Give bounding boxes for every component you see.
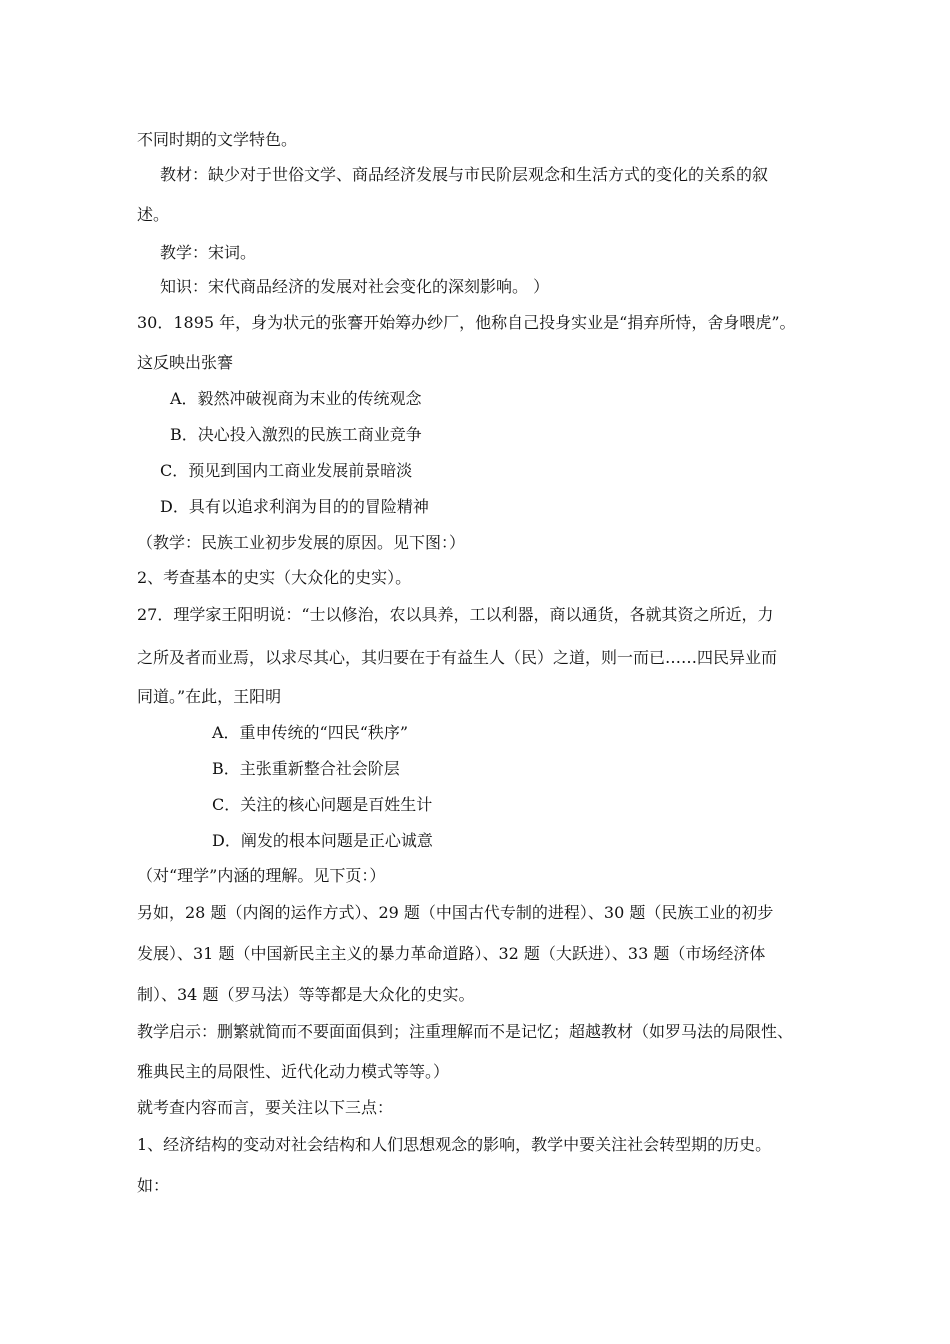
text-line: 2、考查基本的史实（大众化的史实）。 — [137, 568, 412, 587]
text-line: （教学：民族工业初步发展的原因。见下图：） — [137, 533, 466, 552]
question-27-stem: 27．理学家王阳明说：“士以修治，农以具养，工以利器，商以通货，各就其资之所近，力 — [137, 605, 774, 624]
question-30-option-d: D．具有以追求利润为目的的冒险精神 — [160, 497, 429, 516]
text-line: 发展）、31 题（中国新民主主义的暴力革命道路）、32 题（大跃进）、33 题（市场经济体 — [137, 944, 766, 963]
text-line: 教材：缺少对于世俗文学、商品经济发展与市民阶层观念和生活方式的变化的关系的叙 — [160, 165, 769, 184]
text-line: 不同时期的文学特色。 — [137, 130, 298, 149]
question-30-option-a: A．毅然冲破视商为末业的传统观念 — [170, 389, 422, 408]
question-27-stem: 同道。”在此，王阳明 — [137, 687, 282, 706]
text-line: 如： — [137, 1176, 170, 1195]
text-line: 教学启示：删繁就简而不要面面俱到；注重理解而不是记忆；超越教材（如罗马法的局限性、 — [137, 1022, 794, 1041]
text-line: （对“理学”内涵的理解。见下页：） — [137, 866, 386, 885]
question-30-option-b: B．决心投入激烈的民族工商业竞争 — [170, 425, 422, 444]
question-27-option-a: A．重申传统的“四民“秩序” — [212, 723, 409, 742]
text-line: 1、经济结构的变动对社会结构和人们思想观念的影响，教学中要关注社会转型期的历史。 — [137, 1135, 772, 1154]
text-line: 知识：宋代商品经济的发展对社会变化的深刻影响。 ） — [160, 277, 550, 296]
text-line: 制）、34 题（罗马法）等等都是大众化的史实。 — [137, 985, 475, 1004]
text-line: 另如，28 题（内阁的运作方式）、29 题（中国古代专制的进程）、30 题（民族工业的初步 — [137, 903, 774, 922]
text-line: 教学：宋词。 — [160, 243, 257, 262]
text-line: 就考查内容而言，要关注以下三点： — [137, 1098, 394, 1117]
question-27-stem: 之所及者而业焉，以求尽其心，其归要在于有益生人（民）之道，则一而已……四民异业而 — [137, 648, 778, 667]
text-line: 述。 — [137, 205, 170, 224]
question-27-option-b: B．主张重新整合社会阶层 — [212, 759, 400, 778]
question-27-option-d: D．阐发的根本问题是正心诚意 — [212, 831, 433, 850]
question-30-stem: 这反映出张謇 — [137, 353, 234, 372]
question-27-option-c: C．关注的核心问题是百姓生计 — [212, 795, 433, 814]
text-line: 雅典民主的局限性、近代化动力模式等等。） — [137, 1062, 450, 1081]
question-30-stem: 30．1895 年，身为状元的张謇开始筹办纱厂，他称自己投身实业是“捐弃所恃，舍身喂虎”。 — [137, 313, 796, 332]
question-30-option-c: C．预见到国内工商业发展前景暗淡 — [160, 461, 413, 480]
